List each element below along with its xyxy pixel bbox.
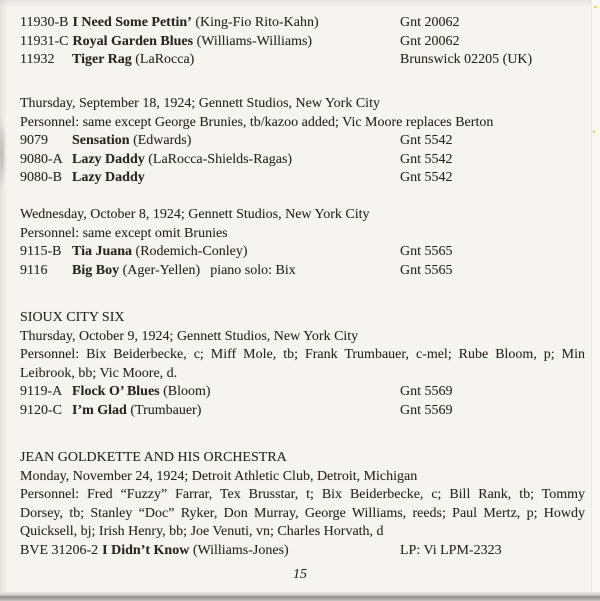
track-row <box>20 169 585 188</box>
performance-note: piano solo: Bix <box>210 262 296 278</box>
session-header-lines <box>20 449 585 542</box>
track-row <box>20 243 585 262</box>
composer-credit: (Williams-Jones) <box>192 542 289 558</box>
composer-credit: (Edwards) <box>133 133 192 148</box>
personnel-line: Personnel: Fred “Fuzzy” Farrar, Tex Brusstar, t; Bix Beiderbecke, c; Bill Rank, tb; Tommy <box>20 487 585 502</box>
sioux-city-six-session <box>20 309 585 420</box>
composer-credit: (Ager-Yellen) <box>122 262 201 278</box>
catalog-number: Brunswick 02205 (UK) <box>400 52 533 67</box>
matrix-number: 11930-B <box>20 15 69 30</box>
track-title: Lazy Daddy <box>72 151 145 167</box>
personnel-continuation-line: Quicksell, bj; Irish Henry, bb; Joe Venuti, vn; Charles Horvath, d <box>20 524 384 539</box>
track-row <box>20 262 585 281</box>
session-date-line: Wednesday, October 8, 1924; Gennett Studios, New York City <box>20 207 370 222</box>
catalog-number: Gnt 5569 <box>400 402 453 418</box>
catalog-number: Gnt 5542 <box>400 170 453 185</box>
composer-credit: (Rodemich-Conley) <box>135 244 248 259</box>
matrix-number: 9080-B <box>20 170 62 185</box>
page-number: 15 <box>293 567 307 582</box>
catalog-number: Gnt 5565 <box>400 262 453 278</box>
matrix-number: 9080-A <box>20 151 63 167</box>
composer-credit: (LaRocca) <box>135 52 195 67</box>
session-tracks-continued <box>20 14 585 70</box>
scan-edge-top <box>0 0 600 8</box>
track-row <box>20 402 585 421</box>
track-row <box>20 14 585 33</box>
track-title: Big Boy <box>72 262 120 278</box>
track-title: Sensation <box>72 133 130 148</box>
catalog-number: Gnt 20062 <box>400 33 460 49</box>
session-october-8-1924 <box>20 206 585 280</box>
personnel-continuation-line: Dorsey, tb; Stanley “Doc” Ryker, Don Murray, George Williams, reeds; Paul Mertz, p; Howdy <box>20 505 585 521</box>
session-header-lines <box>20 95 585 132</box>
catalog-number: Gnt 5569 <box>400 384 453 399</box>
matrix-number: BVE 31206-2 <box>20 542 99 558</box>
catalog-number: Gnt 5565 <box>400 244 453 259</box>
personnel-line: Personnel: Bix Beiderbecke, c; Miff Mole, tb; Frank Trumbauer, c-mel; Rube Bloom, p; Min <box>20 347 585 362</box>
scan-edge-right <box>591 0 600 601</box>
scan-edge-bottom <box>0 592 600 601</box>
matrix-number: 9116 <box>20 262 48 278</box>
catalog-number: LP: Vi LPM-2323 <box>400 542 502 558</box>
scan-speck <box>594 6 597 8</box>
scan-smudge <box>0 118 6 190</box>
session-september-18-1924 <box>20 95 585 188</box>
track-title: I Didn’t Know <box>102 542 190 558</box>
personnel-line: Personnel: same except omit Brunies <box>20 225 228 241</box>
session-header-lines <box>20 309 585 383</box>
catalog-number: Gnt 20062 <box>400 15 460 30</box>
composer-credit: (LaRocca-Shields-Ragas) <box>148 151 293 167</box>
personnel-continuation-line: Leibrook, bb; Vic Moore, d. <box>20 365 178 381</box>
composer-credit: (Williams-Williams) <box>196 33 313 49</box>
track-row <box>20 151 585 170</box>
band-name-heading: JEAN GOLDKETTE AND HIS ORCHESTRA <box>20 450 287 465</box>
track-row <box>20 383 585 402</box>
personnel-line: Personnel: same except George Brunies, tb/kazoo added; Vic Moore replaces Berton <box>20 114 494 130</box>
matrix-number: 11931-C <box>20 33 69 49</box>
track-row <box>20 33 585 52</box>
matrix-number: 9119-A <box>20 384 63 399</box>
track-row <box>20 132 585 151</box>
composer-credit: (Trumbauer) <box>130 402 202 418</box>
track-title: Flock O’ Blues <box>72 384 160 399</box>
catalog-number: Gnt 5542 <box>400 133 453 148</box>
scan-edge-left <box>0 0 7 601</box>
track-row <box>20 51 585 70</box>
track-title: Tiger Rag <box>72 52 132 67</box>
composer-credit: (King-Fio Rito-Kahn) <box>195 15 319 30</box>
track-title: Royal Garden Blues <box>72 33 194 49</box>
jean-goldkette-session <box>20 449 585 560</box>
session-date-line: Monday, November 24, 1924; Detroit Athletic Club, Detroit, Michigan <box>20 468 418 484</box>
track-row <box>20 542 585 561</box>
session-date-line: Thursday, October 9, 1924; Gennett Studios, New York City <box>20 328 359 344</box>
composer-credit: (Bloom) <box>163 384 211 399</box>
matrix-number: 9079 <box>20 133 48 148</box>
matrix-number: 11932 <box>20 52 55 67</box>
session-date-line: Thursday, September 18, 1924; Gennett Studios, New York City <box>20 96 380 111</box>
matrix-number: 9120-C <box>20 402 62 418</box>
track-title: I Need Some Pettin’ <box>72 15 192 30</box>
track-title: Tia Juana <box>72 244 133 259</box>
scan-speck <box>593 130 595 133</box>
track-title: I’m Glad <box>72 402 127 418</box>
session-header-lines <box>20 206 585 243</box>
catalog-number: Gnt 5542 <box>400 151 453 167</box>
matrix-number: 9115-B <box>20 244 62 259</box>
band-name-heading: SIOUX CITY SIX <box>20 310 125 325</box>
track-title: Lazy Daddy <box>72 170 145 185</box>
